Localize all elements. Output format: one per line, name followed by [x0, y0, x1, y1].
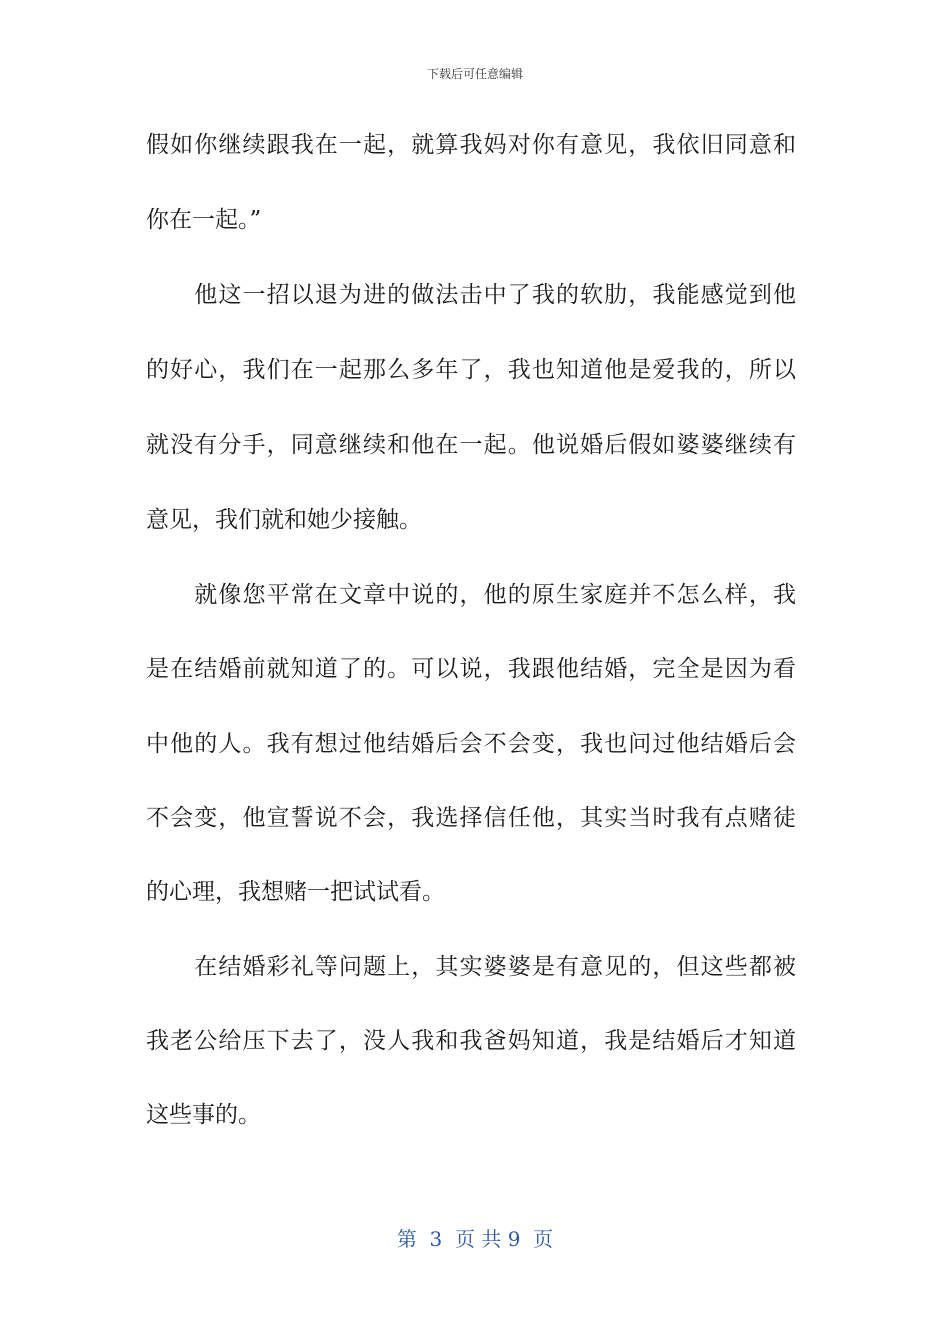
page-number-footer: 第 3 页 共 9 页 — [396, 1227, 554, 1251]
body-line: 在结婚彩礼等问题上，其实婆婆是有意见的，但这些都被 — [146, 954, 796, 980]
body-line: 假如你继续跟我在一起，就算我妈对你有意见，我依旧同意和 — [146, 132, 796, 158]
body-line: 的好心，我们在一起那么多年了，我也知道他是爱我的，所以 — [146, 357, 796, 383]
body-line: 他这一招以退为进的做法击中了我的软肋，我能感觉到他 — [146, 282, 796, 308]
body-line: 不会变，他宣誓说不会，我选择信任他，其实当时我有点赌徒 — [146, 805, 796, 831]
body-line: 就没有分手，同意继续和他在一起。他说婚后假如婆婆继续有 — [146, 432, 796, 458]
page-header: 下载后可任意编辑 — [426, 67, 523, 81]
body-line: 我老公给压下去了，没人我和我爸妈知道，我是结婚后才知道 — [146, 1028, 796, 1054]
body-line: 意见，我们就和她少接触。 — [146, 507, 422, 533]
body-line: 是在结婚前就知道了的。可以说，我跟他结婚，完全是因为看 — [146, 656, 796, 682]
body-line: 中他的人。我有想过他结婚后会不会变，我也问过他结婚后会 — [146, 731, 796, 757]
body-line: 你在一起。” — [146, 207, 262, 233]
body-line: 就像您平常在文章中说的，他的原生家庭并不怎么样，我 — [146, 582, 796, 608]
body-line: 这些事的。 — [146, 1102, 261, 1128]
body-line: 的心理，我想赌一把试试看。 — [146, 879, 445, 905]
